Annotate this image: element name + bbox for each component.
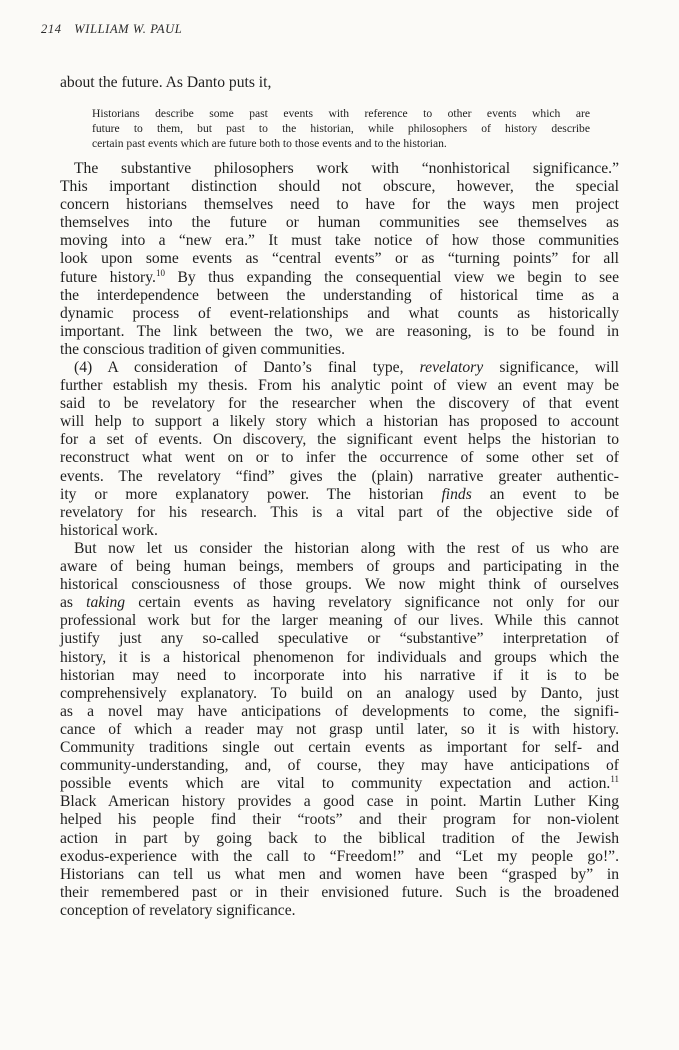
opening-line: about the future. As Danto puts it, xyxy=(60,74,272,91)
footnote-ref-10: 10 xyxy=(155,267,165,278)
text-line: community-understanding, and, of course, they may have anticipations of xyxy=(60,757,619,775)
text-line: the conscious tradition of given communities. xyxy=(60,340,345,358)
text-line: professional work but for the larger meaning of our lives. While this cannot xyxy=(60,612,619,630)
text-line: historical work. xyxy=(60,521,158,539)
text-line: exodus-experience with the call to “Freedom!” and “Let my people go!”. xyxy=(60,847,619,865)
text-line: the interdependence between the understanding of historical time as a xyxy=(60,286,619,304)
emphasis-taking: taking xyxy=(86,594,126,612)
text-line: Community traditions single out certain events as important for self- and xyxy=(60,739,619,757)
author-name: WILLIAM W. PAUL xyxy=(74,22,183,36)
text-line: The substantive philosophers work with “nonhistorical significance.” xyxy=(74,160,619,177)
text-line: said to be revelatory for the researcher when the discovery of that event xyxy=(60,395,619,413)
text-line: revelatory for his research. This is a vital part of the objective side of xyxy=(60,503,619,521)
text-line xyxy=(60,594,619,612)
text-line: conception of revelatory significance. xyxy=(60,901,296,919)
footnote-ref-11: 11 xyxy=(610,774,619,785)
text-line xyxy=(60,775,619,793)
emphasis-revelatory: revelatory xyxy=(419,359,484,376)
quote-line: certain past events which are future both to those events and to the historian. xyxy=(92,137,447,151)
paragraph-revelatory-significance xyxy=(60,359,619,540)
text-line: as a novel may have anticipations of developments to come, the signifi- xyxy=(60,702,619,720)
text-line: cance of which a reader may not grasp until later, so it is with history. xyxy=(60,720,619,738)
text-line: for a set of events. On discovery, the significant event helps the historian to xyxy=(60,431,619,449)
text-line xyxy=(60,486,619,504)
text-line: Historians can tell us what men and women have been “grasped by” in xyxy=(60,865,619,883)
text-fragment: By thus expanding the consequential view we begin to see xyxy=(177,268,619,286)
text-line: action in part by going back to the biblical tradition of the Jewish xyxy=(60,829,619,847)
emphasis-finds: finds xyxy=(441,485,472,503)
text-fragment: (4) A consideration of Danto’s final type, xyxy=(74,359,404,376)
block-quote xyxy=(92,106,590,152)
text-line: history, it is a historical phenomenon for individuals and groups which the xyxy=(60,648,619,666)
text-line: moving into a “new era.” It must take notice of how those communities xyxy=(60,232,619,250)
quote-line: future to them, but past to the historian, while philosophers of history describe xyxy=(92,122,590,136)
text-line: Black American history provides a good case in point. Martin Luther King xyxy=(60,793,619,811)
text-line: reconstruct what went on or to infer the occurrence of some other set of xyxy=(60,449,619,467)
paragraph-nonhistorical-significance xyxy=(60,160,619,359)
text-line: themselves into the future or human communities see themselves as xyxy=(60,214,619,232)
text-fragment: ity or more explanatory power. The historian xyxy=(60,485,424,503)
text-line: important. The link between the two, we are reasoning, is to be found in xyxy=(60,322,619,340)
paragraph-broadened-conception xyxy=(60,540,619,920)
text-fragment: future history. xyxy=(60,268,156,286)
text-line: This important distinction should not obscure, however, the special xyxy=(60,178,619,196)
page-number: 214 xyxy=(41,22,62,36)
text-line: comprehensively explanatory. To build on an analogy used by Danto, just xyxy=(60,684,619,702)
text-line: But now let us consider the historian along with the rest of us who are xyxy=(74,540,619,557)
text-line: concern historians themselves need to have for the ways men project xyxy=(60,196,619,214)
text-fragment: possible events which are vital to community expectation and action. xyxy=(60,775,611,793)
text-line: justify just any so-called speculative or “substantive” interpretation of xyxy=(60,630,619,648)
text-line xyxy=(60,359,619,377)
running-head xyxy=(41,22,182,37)
text-fragment: an event to be xyxy=(489,485,620,503)
text-line: historical consciousness of those groups. We now might think of ourselves xyxy=(60,576,619,594)
text-line: helped his people find their “roots” and their program for non-violent xyxy=(60,811,619,829)
text-fragment: significance, will xyxy=(499,359,620,376)
quote-line: Historians describe some past events with reference to other events which are xyxy=(92,107,590,120)
text-line: their remembered past or in their envisioned future. Such is the broadened xyxy=(60,883,619,901)
text-line: aware of being human beings, members of groups and participating in the xyxy=(60,558,619,576)
text-line xyxy=(60,269,619,287)
text-line: further establish my thesis. From his analytic point of view an event may be xyxy=(60,377,619,395)
text-line: dynamic process of event-relationships and what counts as historically xyxy=(60,304,619,322)
text-fragment: certain events as having revelatory significance not only for our xyxy=(138,594,619,612)
text-line: look upon some events as “central events” or as “turning points” for all xyxy=(60,250,619,268)
text-line: events. The revelatory “find” gives the (plain) narrative greater authentic- xyxy=(60,467,619,485)
text-line: historian may need to incorporate into his narrative if it is to be xyxy=(60,666,619,684)
text-line: will help to support a likely story which a historian has proposed to account xyxy=(60,413,619,431)
text-fragment: as xyxy=(60,594,73,612)
